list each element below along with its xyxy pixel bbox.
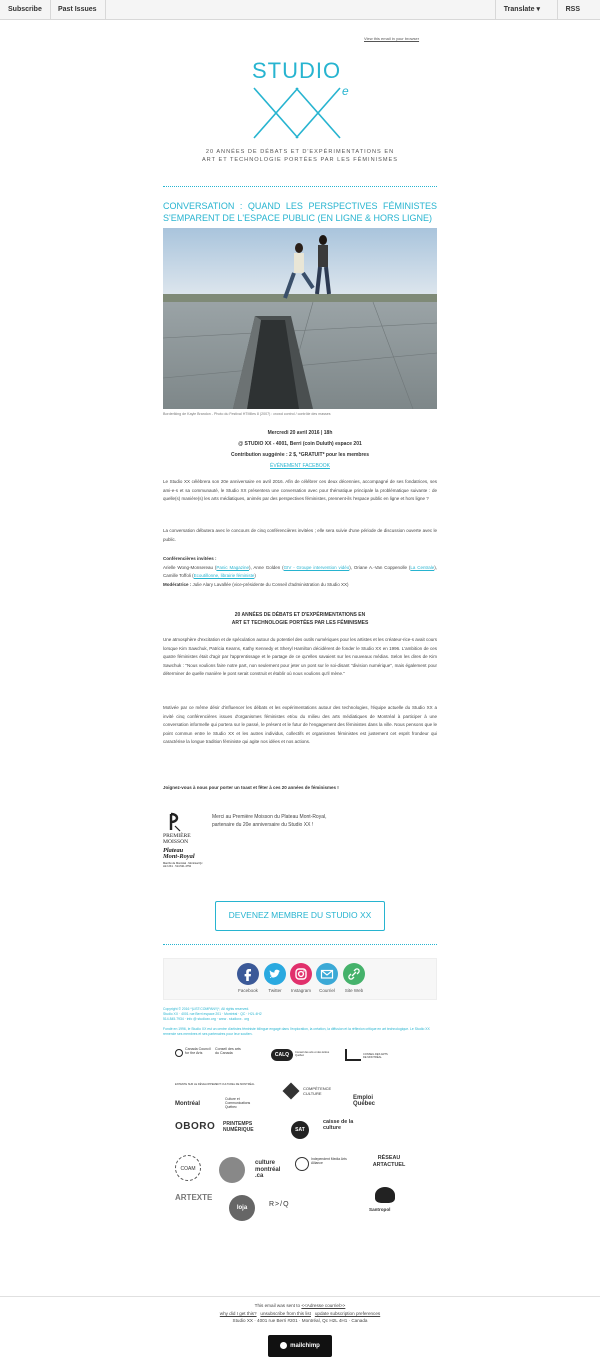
sponsor-logo-address: Marché de Montréal · Montréal Qc H2J 2K1 · 514.521.4752 [163, 862, 203, 869]
giv-link[interactable]: GIV - Groupe intervention vidéo [283, 564, 350, 570]
coam-logo: COAM [175, 1155, 201, 1181]
entente-logo: ENTENTE SUR LE DÉVELOPPEMENT CULTUREL DE MONTRÉAL [175, 1083, 255, 1086]
intro-paragraph-1: Le Studio XX célèbrera son 20e anniversaire en avril 2016. Afin de célébrer ces deux décennies, accompagné de ses fondatrices, ses ami-e-s et sa communauté, le Studio XX présentera une conversation avec pour thématique principale la problématique suivante : de quelle(s) manière(s) les arts médiatiques, animés par des perspectives féministes, prennent-ils l'espace public en ligne et hors ligne ? [163, 479, 437, 501]
logo-xx-mark [252, 86, 342, 140]
envelope-icon [316, 963, 338, 985]
culture-montreal-logo: culture montréal .ca [255, 1160, 281, 1180]
mailchimp-badge[interactable] [268, 1335, 332, 1357]
event-date: Mercredi 20 avril 2016 | 18h [267, 430, 333, 436]
unsubscribe-link[interactable]: unsubscribe from this list [260, 1310, 311, 1316]
facebook-event-link[interactable]: ÉVÉNEMENT FACEBOOK [270, 463, 330, 469]
email-label: Courriel [319, 988, 335, 993]
divider [163, 944, 437, 945]
speaker-text: Arielle Wong-Monsereau ( [163, 564, 217, 570]
body-paragraph-1: Une atmosphère d'excitation et de spéculation autour du potentiel des outils numériques pour les artistes et les créateur-rice-s avait cours lorsque Kim Sawchuk, Patricia Kearns, Kathy Kennedy et Sheryl Hamilton décidèrent de fonder le Studio XX en 1996. L'ambition de ces quatre féministes était d'agir par l'apprentissage et le partage de ce qu'elles savaient sur les nouveaux médias. Selon les dires de Kim Sawchuk : "Nous voulions faire notre part, non seulement pour jeter un pont sur le soi-disant "division numérique", mais également pour déterminer de quelle manière le pont serait construit et établir où nous voulions qu'il mène." [163, 637, 438, 676]
loja-logo: loja [229, 1195, 255, 1221]
ecoutillonne-link[interactable]: Ecoutillonne, librairie féministe [193, 573, 255, 578]
divider [163, 186, 437, 187]
speaker-text: ), Anne Golden ( [249, 564, 284, 570]
competence-culture-logo: COMPÉTENCE CULTURE [303, 1086, 332, 1096]
footer-address: Studio XX · 4001 rue Berri #201 · Montréal, Qc H2L 4H1 · Canada [232, 1318, 368, 1323]
event-photo [163, 228, 437, 409]
panic-magazine-link[interactable]: Panic Magazine [216, 564, 250, 570]
canada-council-en: Canada Council for the Arts [185, 1047, 211, 1055]
mailchimp-label: mailchimp [290, 1343, 320, 1349]
premiere-moisson-logo [163, 812, 208, 882]
sat-logo: SAT [291, 1121, 309, 1139]
sponsor-logo-line-3: Plateau [163, 847, 184, 854]
copyright-line: Copyright © 2016 *|LIST:COMPANY|*, All rights reserved. [163, 1007, 250, 1011]
logo-tagline [160, 149, 440, 164]
emploi-quebec-logo: Emploi Québec [353, 1095, 376, 1107]
instagram-icon [290, 963, 312, 985]
past-issues-link[interactable]: Past Issues [50, 0, 106, 20]
speakers-block [163, 555, 437, 589]
recipient-address[interactable]: <<Adresse courriel>> [301, 1303, 346, 1308]
view-in-browser-link[interactable]: View this email in your browser [364, 36, 420, 41]
event-details [163, 428, 437, 472]
canada-council-fr: Conseil des arts du Canada [215, 1047, 241, 1055]
speaker-text: ), Camille Toffoli ( [163, 564, 437, 578]
archive-topbar [0, 0, 600, 20]
tagline-line-2: ART ET TECHNOLOGIE PORTÉES PAR LES FÉMINISMES [201, 156, 399, 163]
photo-caption: Borderlking de Kayle Brandon - Photo du Festival HTMlles 8 (2007) : crowd control / contrôle des masses [163, 412, 331, 416]
why-link[interactable]: why did I get this? [219, 1310, 257, 1316]
sponsor-logo-line-2: MOISSON [163, 839, 189, 845]
translate-dropdown[interactable]: Translate ▾ [495, 0, 548, 20]
calq-logo: CALQ [271, 1049, 293, 1061]
email-footer [150, 1302, 450, 1325]
link-icon [343, 963, 365, 985]
rpq-logo: R>/Q [269, 1201, 290, 1208]
artexte-logo: ARTEXTE [175, 1193, 213, 1202]
intro-paragraph-2: La conversation débutera avec le concours de cinq conférencières invitées ; elle sera suivie d'une période de discussion ouverte avec le public. [163, 528, 437, 542]
sponsor-logo-line-4: Mont-Royal [163, 853, 195, 860]
mailchimp-icon [280, 1342, 287, 1349]
about-note: Fondé en 1996, le Studio XX est un centre d'artistes féministe bilingue engagé dans l'exploration, la création, la diffusion et la réflexion critique en art technologique. Le Studio XX remercie ses membres et ses partenaires pour leur soutien. [163, 1027, 430, 1037]
montreal-logo: Montréal [175, 1101, 201, 1107]
facebook-icon [237, 963, 259, 985]
caisse-culture-logo: caisse de la culture [323, 1119, 354, 1131]
instagram-label: Instagram [290, 988, 311, 993]
join-us-text: Joignez-vous à nous pour porter un toast et fêter à ces 20 années de féminismes ! [163, 785, 339, 790]
speaker-text: ) [254, 573, 256, 578]
printemps-numerique-logo: PRINTEMPS NUMÉRIQUE [223, 1121, 254, 1133]
wheat-icon [165, 812, 185, 832]
canada-council-icon [175, 1049, 183, 1057]
contact-line: 514.845.7934 · info @ studioxx.org · www . studioxx . org [163, 1017, 250, 1022]
footer-divider [0, 1296, 600, 1297]
rss-link[interactable]: RSS [557, 0, 588, 20]
grey-circle-logo [219, 1157, 245, 1183]
article-headline: CONVERSATION : QUAND LES PERSPECTIVES FÉMINISTES S'EMPARENT DE L'ESPACE PUBLIC (EN LIGNE & HORS LIGNE) [163, 201, 437, 223]
event-price: Contribution suggérée : 2 $, *GRATUIT* pour les membres [231, 452, 369, 458]
twitter-label: Twitter [268, 988, 282, 993]
subhead-line-2: ART ET TECHNOLOGIE PORTÉES PAR LES FÉMINISMES [231, 620, 369, 626]
sponsor-logo-line-1: PREMIÈRE [163, 833, 191, 839]
speaker-text: ), Oriane A.-Van Coppenolle ( [349, 564, 411, 570]
section-subhead [163, 611, 437, 627]
calq-subtitle: Conseil des arts et des lettres Québec [295, 1051, 330, 1058]
website-label: Site Web [344, 988, 364, 993]
sent-to-text: This email was sent to [254, 1303, 302, 1308]
subhead-line-1: 20 ANNÉES DE DÉBATS ET D'EXPÉRIMENTATIONS EN [234, 612, 366, 618]
santropol-icon [375, 1187, 395, 1203]
facebook-link[interactable] [233, 963, 263, 993]
copyright-note [163, 1007, 443, 1023]
partners-logos [163, 1043, 437, 1225]
cam-logo: CONSEIL DES ARTS DE MONTRÉAL [363, 1053, 388, 1060]
social-links [163, 958, 437, 1000]
tagline-line-1: 20 ANNÉES DE DÉBATS ET D'EXPÉRIMENTATIONS EN [205, 149, 395, 155]
mcc-logo: Culture et Communications Québec [225, 1097, 251, 1109]
reseau-artactuel-logo: RÉSEAU ARTACTUEL [372, 1155, 406, 1168]
twitter-icon [264, 963, 286, 985]
imaa-icon [295, 1157, 309, 1171]
oboro-logo: OBORO [175, 1121, 216, 1132]
speakers-heading: Conférencières invitées : [163, 556, 217, 561]
moderator-text: Julie Alary Lavallée (vice-présidente du Conseil d'administration du Studio XX) [192, 581, 349, 587]
sponsor-thanks-line-1: Merci au Première Moisson du Plateau Mont-Royal, [212, 814, 327, 820]
subscribe-link[interactable]: Subscribe [0, 0, 51, 20]
update-preferences-link[interactable]: update subscription preferences [314, 1310, 381, 1316]
address-line: Studio XX · 4001 rue Berri espace 201 · Montréal · QC · H2L 4H2 [163, 1012, 262, 1017]
cam-icon [345, 1049, 361, 1061]
logo-e-text: e [342, 84, 349, 98]
event-place: @ STUDIO XX - 4001, Berri (coin Duluth) espace 201 [238, 441, 362, 447]
la-centrale-link[interactable]: La Centrale [410, 564, 435, 570]
website-link[interactable] [339, 963, 369, 993]
facebook-label: Facebook [238, 988, 258, 993]
body-paragraph-2: Motivée par ce même désir d'influencer les débats et les expérimentations autour des technologies, l'équipe actuelle du Studio XX a invité cinq conférencières issues d'organismes féministes et/ou du milieu des arts médiatiques de Montréal à participer à une conversation informelle qui portera sur le passé, le présent et le futur de l'engagement des féministes dans la ville. Nous pensons que le point commun entre le Studio XX et les autres individus, collectifs et organismes féministes est justement cet esprit frondeur qui caractérise la longue tradition féministe qui agite nos idées et nos actions. [163, 705, 437, 744]
sponsor-thanks-line-2: partenaire du 20e anniversaire du Studio XX ! [212, 822, 314, 828]
moderator-heading: Modératrice : [163, 581, 192, 587]
email-link[interactable] [312, 963, 342, 993]
competence-icon [283, 1083, 300, 1100]
logo-studio-text: STUDIO [252, 58, 342, 83]
imaa-logo: Independent Media Arts Alliance [311, 1157, 347, 1165]
santropol-logo: Santropol [369, 1207, 391, 1212]
become-member-button[interactable]: DEVENEZ MEMBRE DU STUDIO XX [215, 901, 385, 931]
sponsor-thanks [212, 813, 412, 829]
